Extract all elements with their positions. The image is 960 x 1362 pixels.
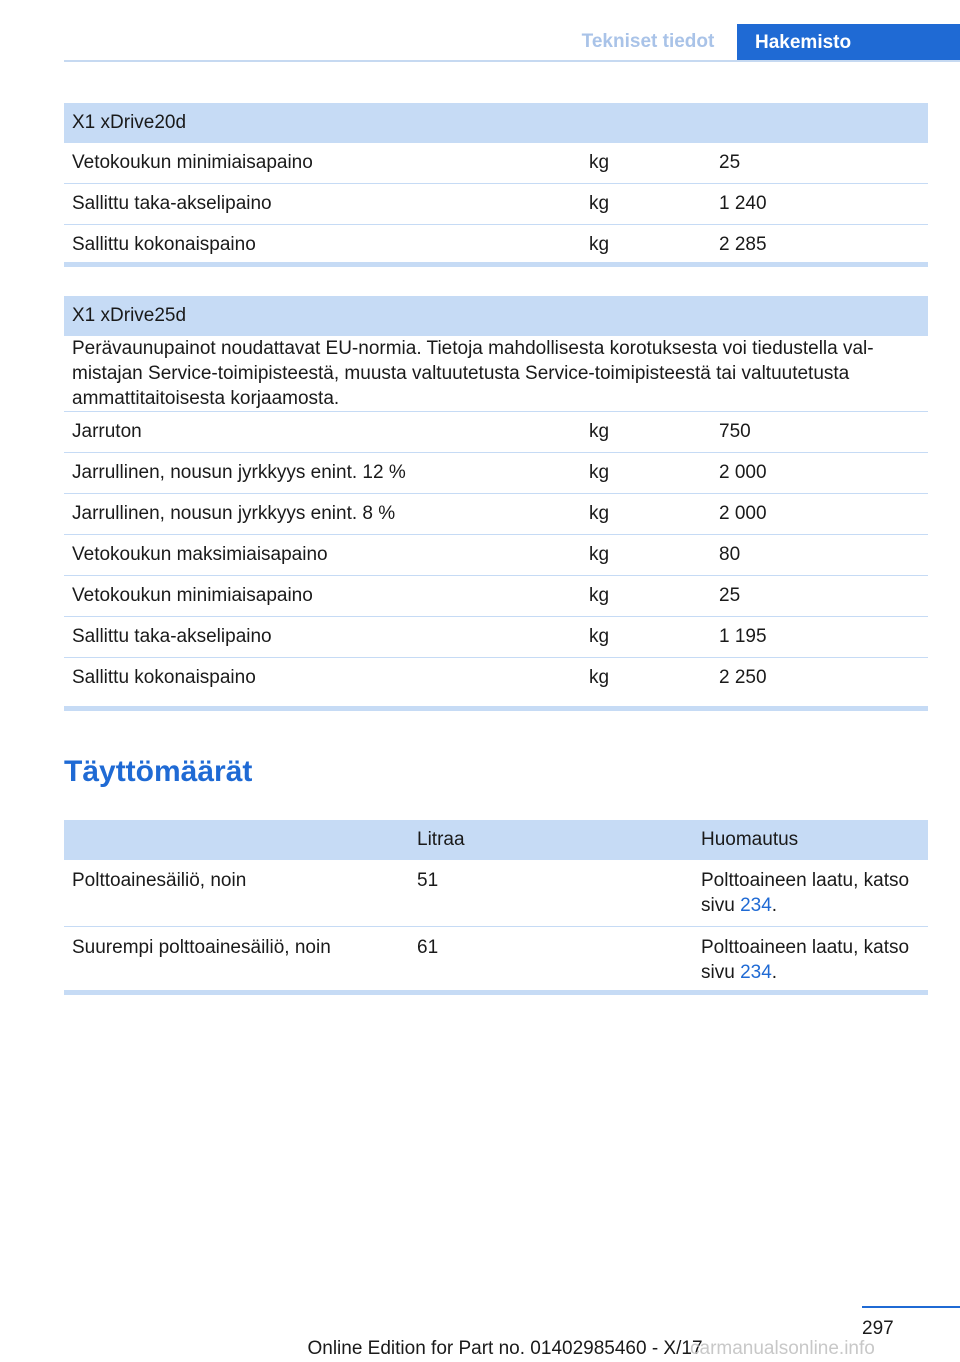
row-value: 80 [711, 535, 928, 576]
row-unit: kg [581, 412, 711, 453]
footer-divider [862, 1306, 960, 1308]
row-label: Sallittu kokonaispaino [64, 658, 581, 699]
table-row [64, 860, 928, 926]
table-row [64, 453, 928, 494]
table-note: Perävaunupainot noudattavat EU-normia. Tietoja mahdollisesta korotuksesta voi tiedustella valmistajan Service-toimipisteestä, muusta valtuutetusta Service-toimipisteestä tai valtuutetusta ammattitaitoisesta korjaamosta. [72, 338, 874, 409]
row-label: Jarrullinen, nousun jyrkkyys enint. 12 % [64, 453, 581, 494]
table-title: X1 xDrive25d [64, 296, 928, 336]
column-header-litres: Litraa [409, 820, 693, 860]
table-header-row [64, 296, 928, 336]
section-title: Täyttömäärät [64, 755, 253, 788]
row-label: Sallittu kokonaispaino [64, 225, 581, 266]
column-header-empty [64, 820, 409, 860]
watermark: carmanualsonline.info [690, 1338, 875, 1359]
page-reference-link[interactable]: 234 [740, 961, 772, 983]
row-unit: kg [581, 535, 711, 576]
row-unit: kg [581, 617, 711, 658]
row-value: 1 240 [711, 184, 928, 225]
note-suffix: . [771, 961, 778, 983]
note-text: Polttoaineen laatu, katso [701, 936, 910, 958]
row-value: 25 [719, 152, 741, 173]
table-note-row [64, 336, 928, 412]
row-label: Jarrullinen, nousun jyrkkyys enint. 8 % [64, 494, 581, 535]
row-unit: kg [581, 225, 711, 266]
tab-tekniset-tiedot[interactable]: Tekniset tiedot [581, 31, 715, 52]
note-text: Polttoaineen laatu, katso [701, 870, 910, 891]
row-value: 1 195 [711, 617, 928, 658]
row-value: 2 000 [711, 494, 928, 535]
table-row [64, 184, 928, 225]
row-unit: kg [581, 658, 711, 699]
row-label: Polttoainesäiliö, noin [72, 870, 247, 891]
note-prefix: sivu [701, 895, 741, 916]
table-row [64, 225, 928, 266]
row-value: 2 285 [711, 225, 928, 266]
row-unit: kg [581, 453, 711, 494]
table-row [64, 926, 928, 992]
table-end-bar [64, 706, 928, 711]
row-label: Jarruton [64, 412, 581, 453]
table-row [64, 576, 928, 617]
row-note [693, 926, 928, 992]
row-label: Sallittu taka-akselipaino [64, 617, 581, 658]
row-unit: kg [581, 494, 711, 535]
row-value: 25 [711, 576, 928, 617]
column-header-note: Huomautus [693, 820, 928, 860]
spec-table-xdrive25d [64, 296, 928, 698]
table-row [64, 658, 928, 699]
note-suffix: . [771, 895, 778, 916]
table-header-row [64, 820, 928, 860]
row-label: Sallittu taka-akselipaino [64, 184, 581, 225]
table-row [64, 412, 928, 453]
page-number: 297 [862, 1318, 894, 1339]
spec-table-xdrive20d [64, 103, 928, 265]
row-unit: kg [581, 184, 711, 225]
table-header-row [64, 103, 928, 143]
row-label: Vetokoukun minimiaisapaino [64, 576, 581, 617]
row-value: 2 250 [711, 658, 928, 699]
row-label: Vetokoukun maksimiaisapaino [64, 535, 581, 576]
table-end-bar [64, 990, 928, 995]
fluids-table [64, 820, 928, 992]
table-row [64, 535, 928, 576]
row-note [693, 860, 928, 926]
table-end-bar [64, 262, 928, 267]
note-prefix: sivu [701, 961, 741, 983]
row-label: Vetokoukun minimiaisapaino [72, 152, 313, 173]
row-litres: 51 [417, 870, 439, 891]
row-value: 2 000 [711, 453, 928, 494]
table-row [64, 617, 928, 658]
row-label: Suurempi polttoainesäiliö, noin [64, 926, 409, 992]
page-reference-link[interactable]: 234 [740, 895, 772, 916]
tab-hakemisto[interactable]: Hakemisto [737, 24, 960, 62]
header-divider [64, 60, 960, 62]
row-value: 750 [711, 412, 928, 453]
row-unit: kg [589, 152, 610, 173]
table-row [64, 143, 928, 184]
edition-text: Online Edition for Part no. 01402985460 - X/17 [307, 1338, 703, 1359]
table-row [64, 494, 928, 535]
table-title: X1 xDrive20d [64, 103, 928, 143]
page-header [0, 0, 960, 62]
row-litres: 61 [409, 926, 693, 992]
row-unit: kg [581, 576, 711, 617]
